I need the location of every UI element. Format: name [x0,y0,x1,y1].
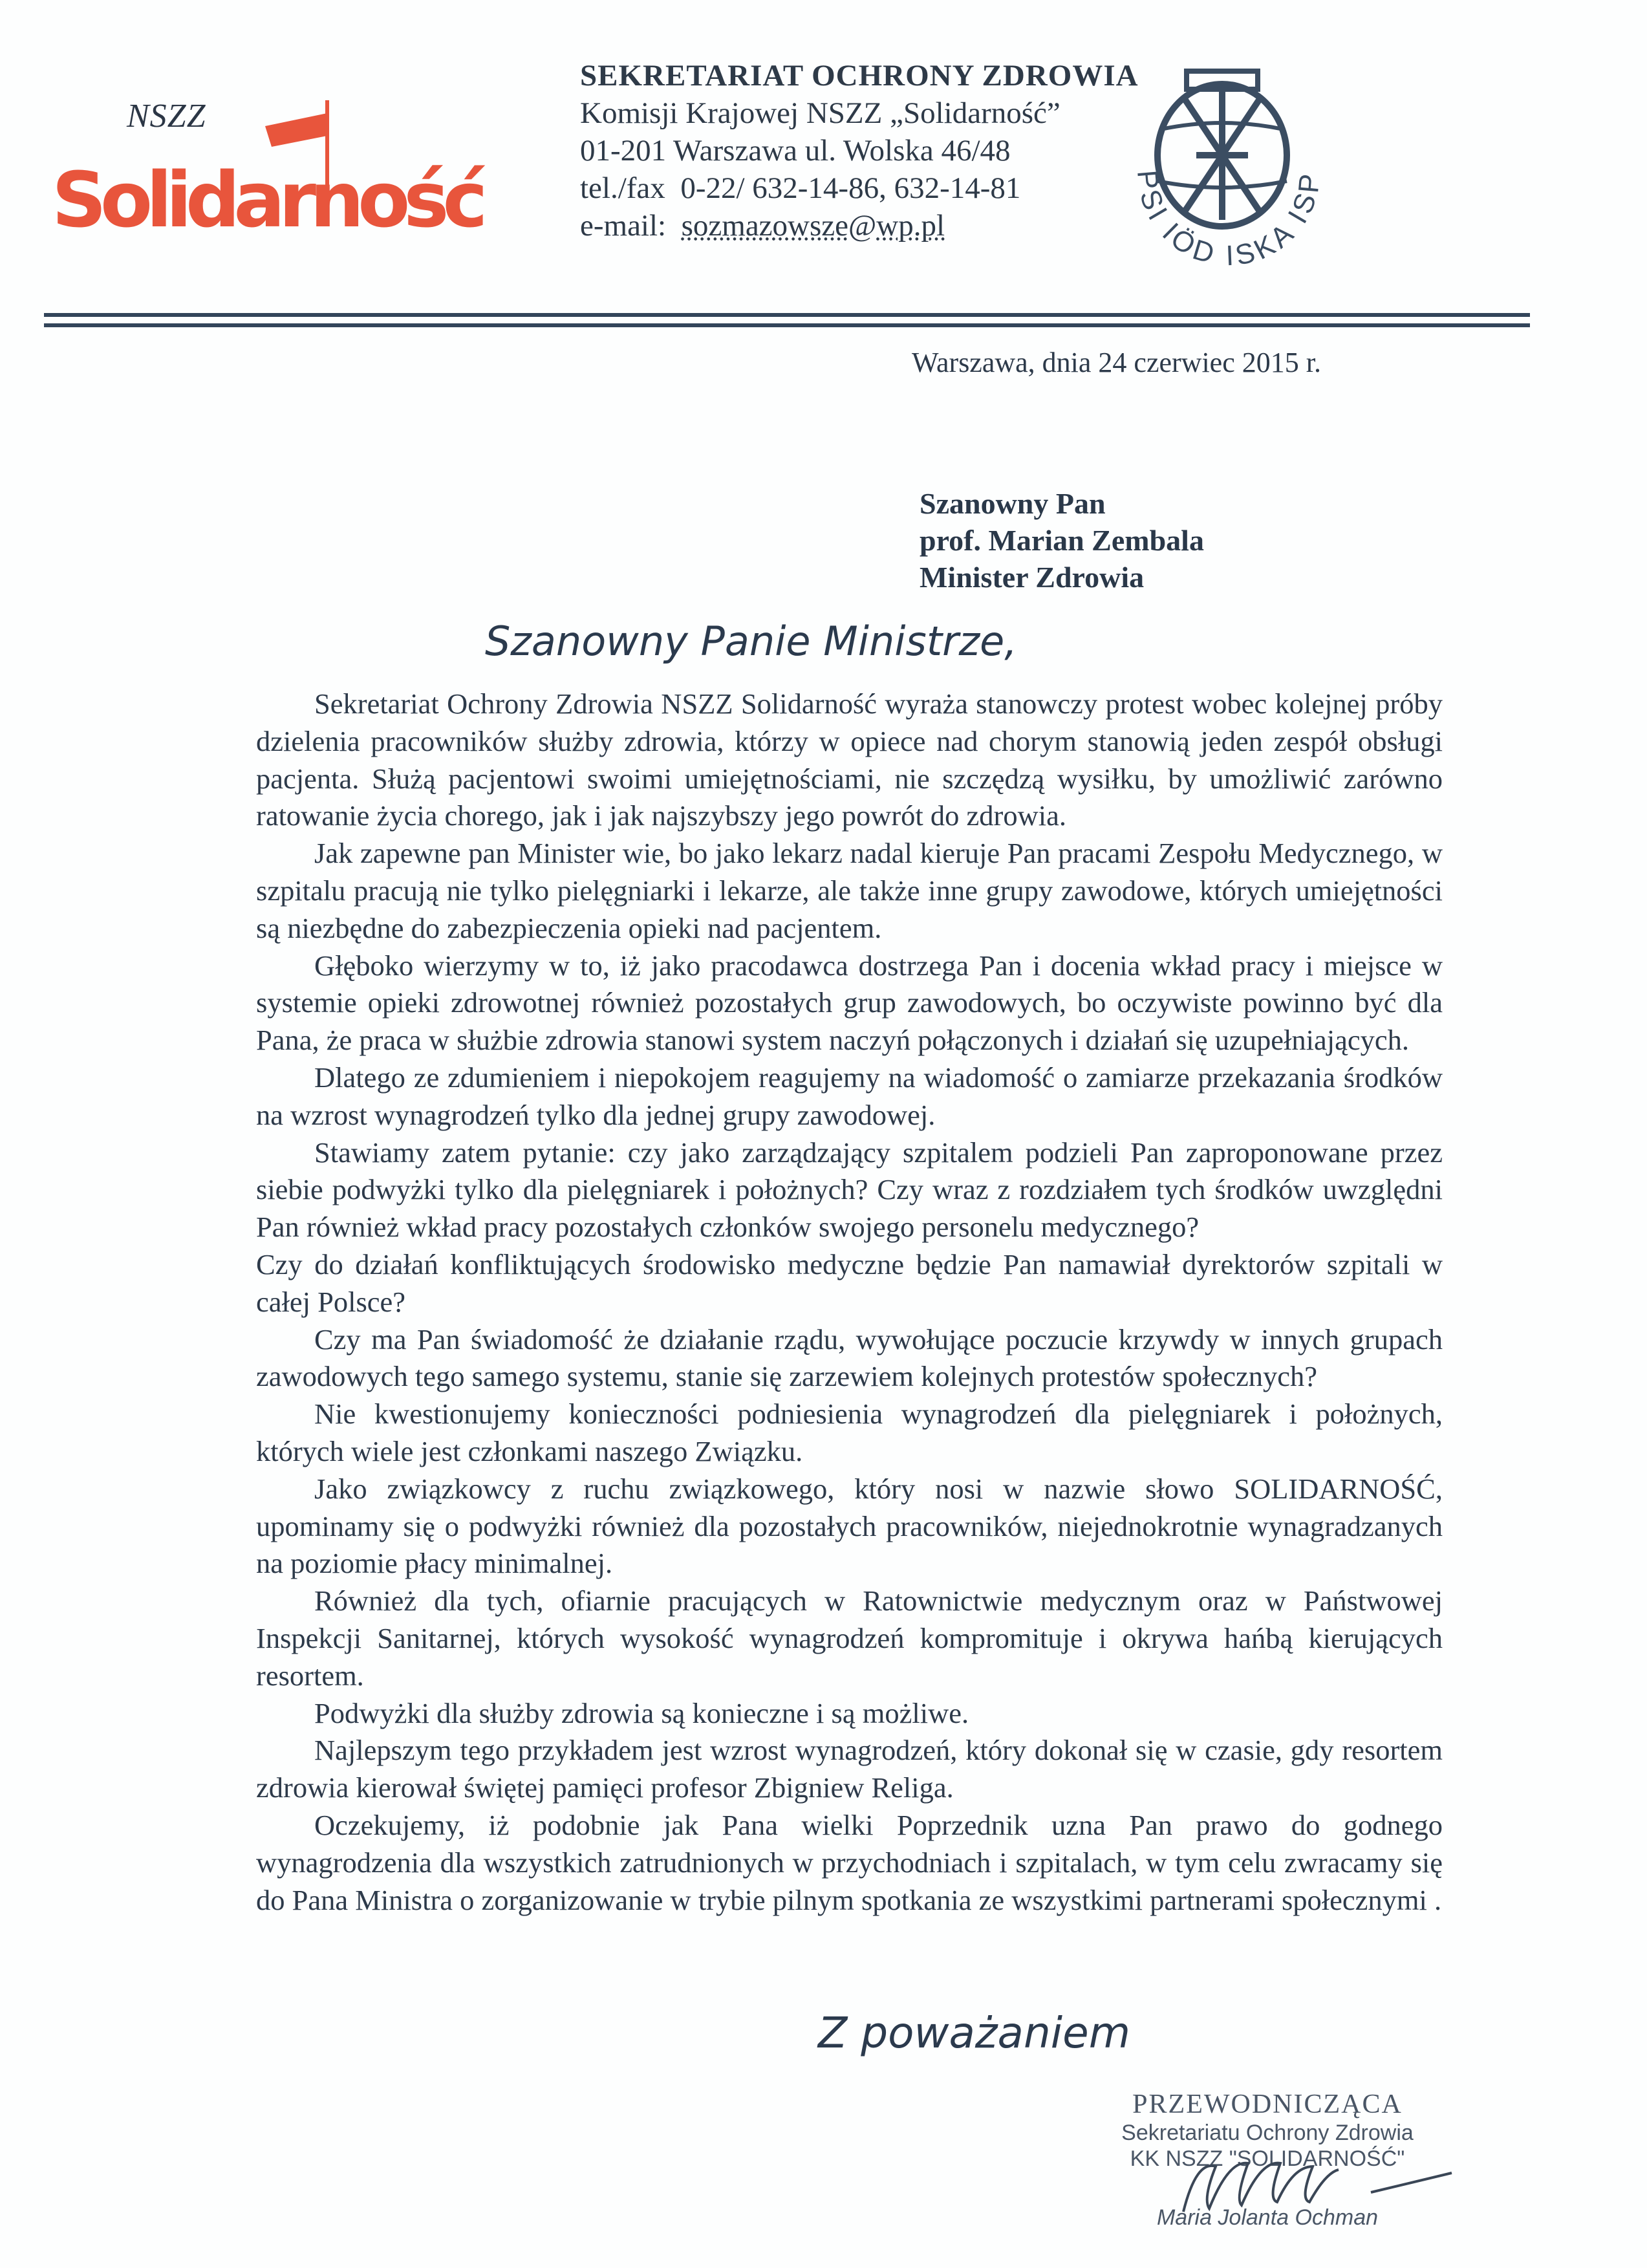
paragraph: Dlatego ze zdumieniem i niepokojem reagujemy na wiadomość o zamiarze przekazania środków na wzrost wynagrodzeń tylko dla jednej grupy zawodowej. [256,1061,1443,1131]
paragraph: Czy ma Pan świadomość że działanie rządu, wywołujące poczucie krzywdy w innych grupach zawodowych tego samego systemu, stanie się zarzewiem kolejnych protestów społecznych? [256,1323,1443,1393]
signatory-name: Maria Jolanta Ochman [1156,2205,1379,2230]
paragraph: Również dla tych, ofiarnie pracujących w Ratownictwie medycznym oraz w Państwowej Inspekcji Sanitarnej, których wysokość wynagrodzeń kompromituje i okrywa hańbą kierujących resortem. [256,1584,1443,1692]
postal-address: 01-201 Warszawa ul. Wolska 46/48 [580,134,1011,167]
recipient-greeting: Szanowny Pan [920,487,1106,520]
header-rule-top [44,313,1530,317]
paragraph: Głęboko wierzymy w to, iż jako pracodawca dostrzega Pan i docenia wkład pracy i miejsce w systemie opieki zdrowotnej również pozostałych grup zawodowych, bo oczywiste powinno być dla Pana, że praca w służbie zdrowia stanowi system naczyń połączonych i działań się uzupełniających. [256,949,1443,1057]
paragraph: Sekretariat Ochrony Zdrowia NSZZ Solidarność wyraża stanowczy protest wobec kolejnej próby dzielenia pracowników służby zdrowia, którzy w opiece nad chorym stanowią jeden zespół obsługi pacjenta. Służą pacjentowi swoimi umiejętnościami, nie szczędzą wysiłku, by umożliwić zarówno ratowanie życia chorego, jak i jak najszybszy jego powrót do zdrowia. [256,687,1443,832]
recipient-block [920,485,1204,596]
emblem-ring-text: PSI IÖD ISKA ISP [1131,169,1326,272]
handwritten-salutation: Szanowny Panie Ministrze, [485,618,1018,665]
stamp-title: PRZEWODNICZĄCA [1132,2090,1403,2119]
date-line: Warszawa, dnia 24 czerwiec 2015 r. [912,347,1321,378]
paragraph: Podwyżki dla służby zdrowia są konieczne i są możliwe. [314,1696,969,1729]
recipient-title: Minister Zdrowia [920,561,1145,594]
email-line [580,207,1139,244]
paragraph: Oczekujemy, iż podobnie jak Pana wielki Poprzednik uzna Pan prawo do godnego wynagrodzenia dla wszystkich zatrudnionych w przychodniach i szpitalach, w tym celu zwracamy się do Pana Ministra o zorganizowanie w trybie pilnym spotkania ze wszystkimi partnerami społecznymi . [256,1808,1443,1916]
recipient-name: prof. Marian Zembala [920,524,1204,557]
committee-name: Komisji Krajowej NSZZ „Solidarność” [580,96,1060,130]
logo-wordmark: Solidarność [52,155,482,244]
stamp-line-1: Sekretariatu Ochrony Zdrowia [1121,2121,1414,2145]
handwritten-signature-icon [1157,2147,1455,2218]
email-label: e-mail: [580,209,667,243]
organization-name: SEKRETARIAT OCHRONY ZDROWIA [580,59,1139,92]
header-rule-bottom [44,323,1530,327]
phone-number: 0-22/ 632-14-86, 632-14-81 [680,171,1021,205]
psi-globe-emblem-icon [1112,65,1345,285]
handwritten-closing: Z poważaniem [818,2008,1131,2058]
paragraph: Jako związkowcy z ruchu związkowego, który nosi w nazwie słowo SOLIDARNOŚĆ, upominamy się o podwyżki również dla pozostałych pracowników, niejednokrotnie wynagradzanych na poziomie płacy minimalnej. [256,1472,1443,1580]
email-link[interactable]: sozmazowsze@wp.pl [681,209,945,243]
svg-text:PSI IÖD ISKA ISP [1131,169,1326,272]
stamp-line-2: KK NSZZ "SOLIDARNOŚĆ" [1130,2146,1405,2171]
paragraph: Najlepszym tego przykładem jest wzrost wynagrodzeń, który dokonał się w czasie, gdy resortem zdrowia kierował świętej pamięci profesor Zbigniew Religa. [256,1734,1443,1804]
paragraph: Czy do działań konfliktujących środowisko medyczne będzie Pan namawiał dyrektorów szpitali w całej Polsce? [256,1247,1443,1318]
paragraph: Jak zapewne pan Minister wie, bo jako lekarz nadal kieruje Pan pracami Zespołu Medycznego, w szpitalu pracują nie tylko pielęgniarki i lekarze, ale także inne grupy zawodowe, których umiejętności są niezbędne do zabezpieczenia opieki nad pacjentem. [256,837,1443,944]
phone-label: tel./fax [580,171,665,205]
solidarnosc-logo [45,139,482,249]
letterhead [580,57,1139,244]
phone-line [580,169,1139,207]
paragraph: Nie kwestionujemy konieczności podniesienia wynagrodzeń dla pielęgniarek i położnych, których wiele jest członkami naszego Związku. [256,1398,1443,1467]
letter-body [256,686,1443,1919]
paragraph: Stawiamy zatem pytanie: czy jako zarządzający szpitalem podzieli Pan zaproponowane przez siebie podwyżki tylko dla pielęgniarek i położnych? Czy wraz z rozdziałem tych środków uwzględni Pan również wkład pracy pozostałych członków swojego personelu medycznego? [256,1136,1443,1244]
logo-prefix: NSZZ [127,98,206,135]
